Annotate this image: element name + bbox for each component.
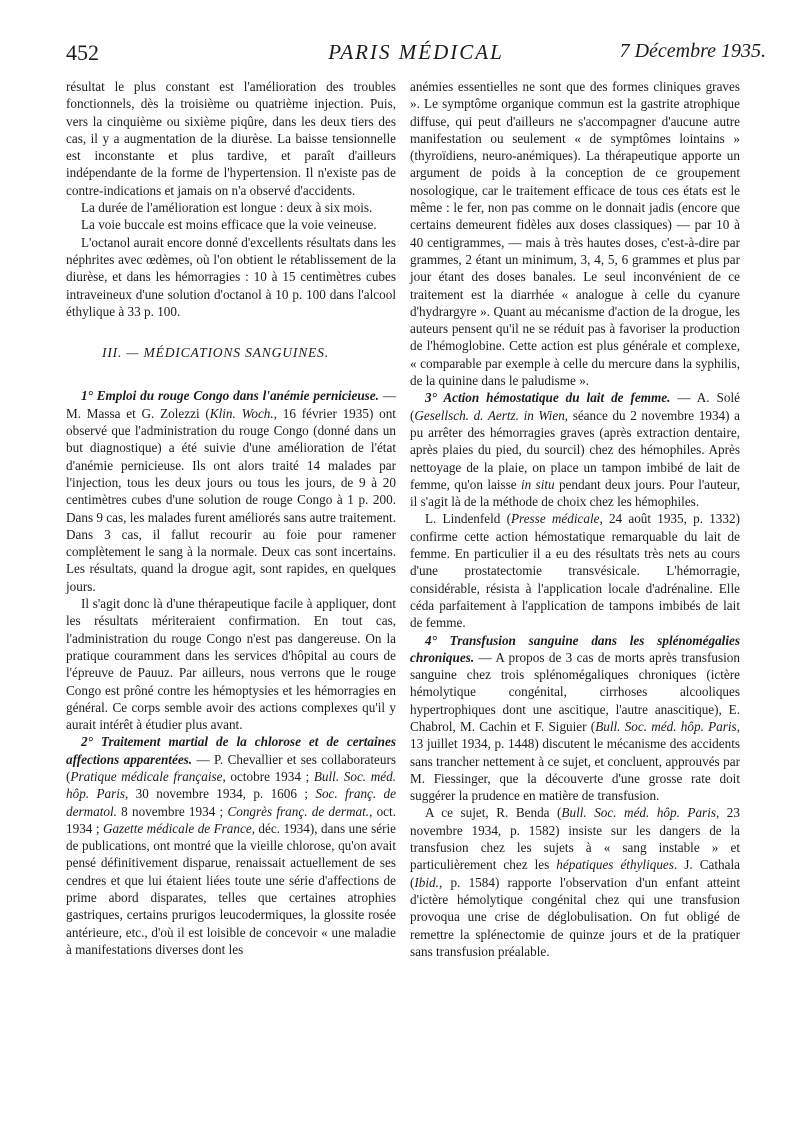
citation: Ibid. [414, 874, 439, 890]
subsection-lait-de-femme [410, 389, 740, 510]
text-run: 8 novembre 1934 ; [116, 803, 228, 819]
text-run: , 16 février 1935) ont observé que l'administration du rouge Congo (donné dans un but diagnostique) a été suivie d'une amélioration de l'état d'anémie pernicieuse. Ils ont alors traité 14 malades par l'injection, tous les deux jours ou tous les jours, de 9 à 20 centimètres cubes d'une solution de rouge Congo à 1 p. 200. Dans 9 cas, les malades furent améliorés sans autre traitement. Dans 3 cas, il fallut recourir au foie pour ramener complètement le sang à la normale. Deux cas sont incertains. Les résultats, quand la drogue agit, sont rapides, en quelques jours. [66, 405, 396, 594]
paragraph-therapeutique: Il s'agit donc là d'une thérapeutique facile à appliquer, dont les résultats mériteraient confirmation. En tout cas, l'administration du rouge Congo n'est pas dangereuse. On la pratique couramment dans les services d'hôpital au cours de l'épreuve de Pauuz. Par ailleurs, nous verrons que le rouge Congo est prôné contre les hémoptysies et les hémorragies en général. Ce corps semble avoir des actions complexes qu'il y aurait intérêt à étudier plus avant. [66, 596, 396, 733]
right-column [410, 78, 740, 960]
journal-title: PARIS MÉDICAL [328, 40, 504, 64]
text-run: — A. Solé ( [410, 390, 740, 423]
citation: Pratique médicale française [70, 768, 223, 784]
text-run: pendant deux jours. Pour l'auteur, il s'agit là de la méthode de choix chez les hémophiles. [410, 476, 741, 510]
italic-term: hépatiques éthyliques [556, 857, 674, 873]
citation: Gesellsch. d. Aertz. in Wien [414, 407, 565, 423]
paragraph-benda [410, 804, 740, 960]
text-run: , 13 juillet 1934, p. 1448) discutent le mécanisme des accidents sans trancher nettement à ce sujet, et concluent, approuvés par M. Fiessinger, que la découverte d'une grosse rate doit suggérer la prudence en matière de transfusion. [410, 718, 740, 804]
page-number: 452 [66, 40, 99, 65]
text-run: , 24 août 1935, p. 1332) confirme cette action hémostatique remarquable du lait de femme. En particulier il a eu des résultats très nets au cours d'une prostatectomie transvésicale. L'hémorragie, considérable, résista à l'application locale d'adrénaline. Elle céda parfaitement à l'application de tampons imbibés de lait de femme. [410, 511, 740, 631]
subsection-heading: 1° Emploi du rouge Congo dans l'anémie pernicieuse. [81, 388, 379, 404]
paragraph-continued: anémies essentielles ne sont que des formes cliniques graves ». Le symptôme organique commun est la gastrite atrophique diffuse, qui peut d'ailleurs ne s'accompagner d'aucune autre manifestation ou seulement « de symptômes lointains » (thyroïdiens, neuro-anémiques). La thérapeutique apporte un argument de poids à la conception de ce groupement nosologique, car le traitement efficace de tous ces états est le même : le fer, non pas comme on le donnait jadis (encore que certains demeurent fidèles aux doses classiques) — par 10 à 40 centigrammes, — mais à très hautes doses, c'est-à-dire par grammes, 2 étant un minimum, 3, 4, 5, 6 grammes et plus par jour étant des doses banales. Le seul inconvénient de ce traitement est la diarrhée « analogue à celle du cyanure d'hydrargyre ». Quant au mécanisme d'action de la drogue, les auteurs pensent qu'il ne se réduit pas à favoriser la production de l'hémoglobine. Cette action est plus générale et complexe, « comparable par exemple à celle du mercure dans la syphilis, de la quinine dans le paludisme ». [410, 79, 740, 389]
paragraph-voie-buccale: La voie buccale est moins efficace que la voie veineuse. [81, 217, 377, 233]
italic-term: in situ [520, 476, 555, 492]
subsection-transfusion [410, 632, 740, 805]
left-column [66, 78, 396, 958]
section-title: III. — MÉDICATIONS SANGUINES. [102, 345, 329, 361]
paragraph-octanol: L'octanol aurait encore donné d'excellents résultats dans les néphrites avec œdèmes, où l'on obtient le rétablissement de la diurèse, et dans les hémorragies : 10 à 15 centimètres cubes intraveineux d'une solution d'octanol à 10 p. 100 dans l'alcool éthylique à 33 p. 100. [66, 234, 396, 319]
text-run: , p. 1584) rapporte l'observation d'un enfant atteint d'ictère hémolytique congénital chez qui une transfusion provoqua une crise de déglobulisation. On fut obligé de remettre la splénectomie de quinze jours et de la pratiquer sans transfusion préalable. [410, 874, 740, 959]
citation: Gazette médicale de France [102, 820, 252, 836]
citation: Congrès franç. de dermat. [227, 803, 370, 819]
text-run: — M. Massa et G. Zolezzi ( [66, 388, 397, 421]
text-run: , octobre 1934 ; [222, 768, 314, 784]
text-run: L. Lindenfeld ( [425, 511, 511, 527]
citation: Presse médicale [511, 511, 600, 527]
citation: Soc. franç. de dermatol. [66, 786, 396, 819]
text-run: , 23 novembre 1934, p. 1582) insiste sur les dangers de la transfusion chez les sujets à « sang instable » et particulièrement chez les [410, 805, 740, 873]
text-run: , déc. 1934), dans une série de publications, ont montré que la vieille chlorose, qu'on avait pensé définitivement disparue, renaissait actuellement de ses cendres et que lui étaient liées toute une série d'affections de prime abord disparates, telles que certaines atrophies gastriques, certains prurigos leucodermiques, la glossite rosée antérieure, etc., d'où il est loisible de concevoir « une maladie à manifestations diverses dont les [66, 820, 396, 957]
text-run: , 30 novembre 1934, p. 1606 ; [125, 786, 316, 802]
text-run: — P. Chevallier et ses collaborateurs ( [66, 751, 396, 784]
page-header [66, 40, 766, 66]
citation: Bull. Soc. méd. hôp. Paris [66, 768, 396, 802]
text-run: — A propos de 3 cas de morts après transfusion sanguine chez trois splénomégaliques chroniques (ictère hémolytique congénital, cirrhoses alcooliques hypertrophiques dont une ascitique, l'autre anascitique), E. Chabrol, M. Cachin et F. Siguier ( [410, 649, 740, 734]
paragraph-duree: La durée de l'amélioration est longue : deux à six mois. [81, 200, 373, 216]
paragraph-lindenfeld [410, 510, 740, 631]
subsection-rouge-congo [66, 387, 396, 595]
text-run: , oct. 1934 ; [66, 803, 396, 836]
subsection-heading: 3° Action hémostatique du lait de femme. [425, 390, 671, 406]
paragraph-continued: résultat le plus constant est l'amélioration des troubles fonctionnels, dès la troisième ou quatrième injection. Puis, vers la cinquième ou sixième piqûre, dans les deux tiers des cas, il y a augmentation de la diurèse. La baisse tensionnelle est inconstante et plus tardive, et paraît d'ailleurs indépendante de la forme de l'hypertension. Il n'existe pas de contre-indications et jamais on n'a observé d'accidents. [66, 79, 396, 198]
subsection-heading: 2° Traitement martial de la chlorose et de certaines affections apparentées. [66, 734, 396, 767]
citation: Klin. Woch. [209, 405, 274, 421]
text-run: , séance du 2 novembre 1934) a pu arrêter des hémorragies graves (après extraction dentaire, après plaies du pied, du sourcil) chez des hémophiles. Après nettoyage de la plaie, on place un tampon imbibé de lait de femme, qu'on laisse [410, 407, 740, 492]
subsection-heading: 4° Transfusion sanguine dans les splénomégalies chroniques. [410, 632, 740, 665]
subsection-traitement-martial [66, 733, 396, 958]
text-run: . J. Cathala ( [410, 857, 740, 890]
issue-date: 7 Décembre 1935. [619, 40, 766, 62]
citation: Bull. Soc. méd. hôp. Paris [561, 805, 716, 821]
citation: Bull. Soc. méd. hôp. Paris [595, 718, 737, 734]
text-run: A ce sujet, R. Benda ( [425, 805, 562, 821]
